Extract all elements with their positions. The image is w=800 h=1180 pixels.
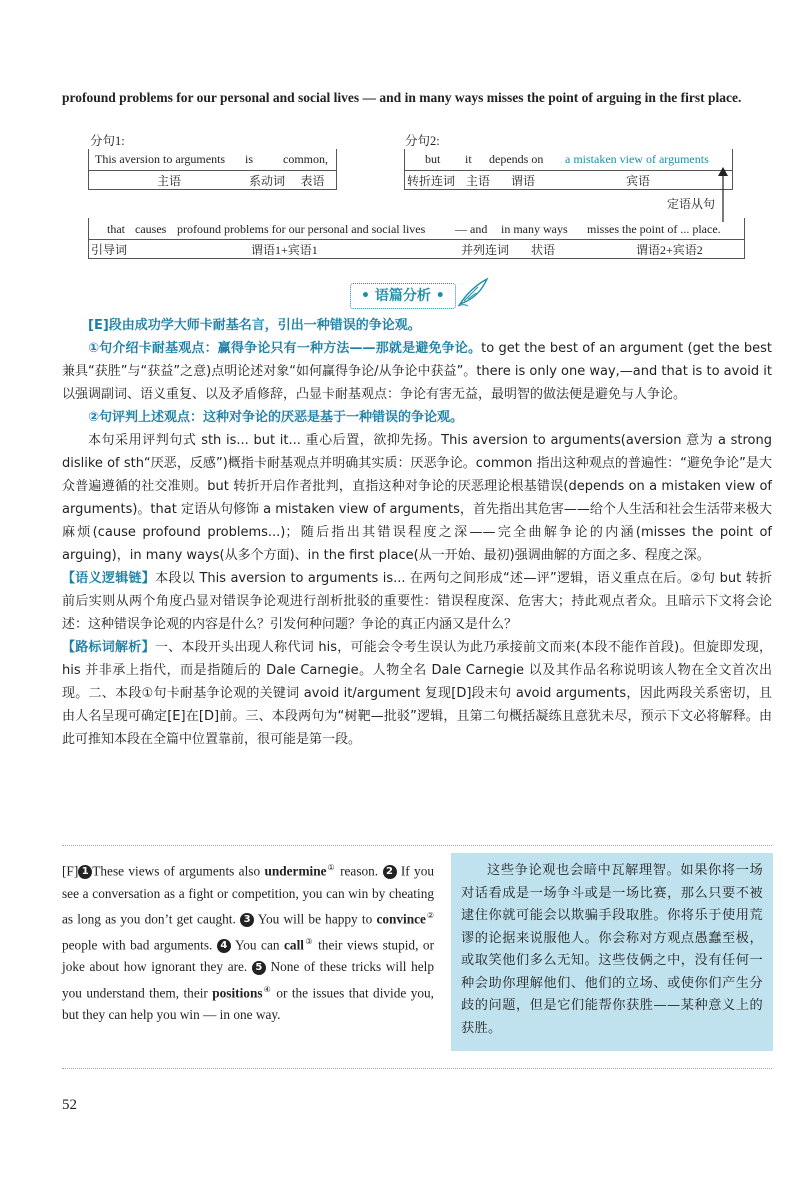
s2-verb-word: depends on bbox=[489, 152, 544, 166]
clause2-label: 分句2: bbox=[405, 134, 440, 148]
signpost-analysis bbox=[62, 636, 772, 751]
s2-object-role: 宾语 bbox=[625, 174, 650, 188]
sentence-number: 1 bbox=[78, 865, 92, 879]
section-heading: • 语篇分析 • bbox=[350, 283, 456, 309]
sentence-text: If you see a conversation as a fight or competition, you can win by cheating as long as you don’t get caught. bbox=[62, 863, 435, 927]
sentence-number: 5 bbox=[252, 961, 266, 975]
analysis-sentence2-head: ②句评判上述观点：这种对争论的厌恶是基于一种错误的争论观。 bbox=[88, 410, 464, 425]
s2-subject-word: it bbox=[465, 152, 472, 166]
sentence-number: 3 bbox=[240, 913, 254, 927]
translation-box bbox=[451, 853, 773, 1051]
sentence-text: their views stupid, or joke about how ignorant they are. bbox=[62, 937, 435, 975]
s3-verb2-word: misses the point of ... place. bbox=[587, 222, 721, 236]
sentence-text: reason. bbox=[335, 863, 379, 879]
sentence-text: people with bad arguments. bbox=[62, 937, 213, 953]
analysis-sentence2-body: 本句采用评判句式 sth is... but it... 重心后置，欲抑先扬。This aversion to arguments(aversion 意为 a strong dislike of sth“厌恶，反感”)概指卡耐基观点并明确其实质：厌恶争论。common 指出这种观点的普遍性：“避免争论”是大众普遍遵循的社交准则。but 转折开启作者批判，直指这种对争论的厌恶理论根基错误(depends on a mistaken view of arguments)。that 定语从句修饰 a mistaken view of arguments，首先指出其危害——给个人生活和社会生活带来极大麻烦(cause profound problems...)；随后指出其错误程度之深——完全曲解争论的内涵(misses the point of arguing)，in many ways(从多个方面)、in the first place(从一开始、最初)强调曲解的方面之多、程度之深。 bbox=[62, 433, 772, 563]
vocab-word: call bbox=[284, 937, 304, 953]
logic-chain-body: 本段以 This aversion to arguments is... 在两句之间形成“述—评”逻辑，语义重点在后。②句 but 转折前后实则从两个角度凸显对错误争论观进行剖析批驳的重要性：错误程度深、危害大；持此观点者众。且暗示下文将会论述：这种错误争论观的内容是什么？引发何种问题？争论的真正内涵又是什么？ bbox=[62, 571, 772, 632]
s3-verb1-role: 谓语1+宾语1 bbox=[251, 243, 318, 257]
clause1-box bbox=[88, 149, 337, 190]
s1-subject-word: This aversion to arguments bbox=[95, 152, 226, 166]
paragraph-f bbox=[62, 857, 434, 1027]
vocab-word: positions bbox=[212, 985, 263, 1001]
vocab-word: undermine bbox=[264, 863, 327, 879]
page-number: 52 bbox=[62, 1097, 77, 1113]
s1-predicative-word: common, bbox=[283, 152, 328, 166]
logic-chain-tag: 【语义逻辑链】 bbox=[62, 571, 156, 586]
analysis-sentence1-body: to get the best of an argument (get the best 兼具“获胜”与“获益”之意)点明论述对象“如何赢得争论/从争论中获益”。there is only one way,—and that is to avoid it 以强调副词、语义重复、以及矛盾修辞，凸显卡耐基观点：争论有害无益，最明智的做法便是避免与人争论。 bbox=[62, 341, 772, 402]
sentence-number: 2 bbox=[383, 865, 397, 879]
sentence-text: None of these tricks will help you understand them, their bbox=[62, 959, 435, 1001]
footnote-marker: ① bbox=[326, 863, 336, 872]
sentence-text: You can bbox=[230, 937, 285, 953]
footnote-marker: ④ bbox=[262, 984, 272, 994]
s2-verb-role: 谓语 bbox=[510, 174, 535, 188]
paragraph-label: [F] bbox=[62, 863, 79, 879]
intro-text: profound problems for our personal and social lives — and in many ways misses the point of arguing in the first place. bbox=[62, 90, 742, 105]
signpost-body: 一、本段开头出现人称代词 his，可能会令考生误认为此乃承接前文而来(本段不能作首段)。但旋即发现，his 并非承上指代，而是指随后的 Dale Carnegie。人物全名 Dale Carnegie 以及其作品名称说明该人物在全文首次出现。二、本段①句卡耐基争论观的关键词 avoid it/argument 复现[D]段末句 avoid arguments，因此两段关系密切，且由人名呈现可确定[E]在[D]前。三、本段两句为“树靶—批驳”逻辑，且第二句概括凝练且意犹未尽，预示下文必将解释。由此可推知本段在全篇中位置靠前，很可能是第一段。 bbox=[62, 640, 772, 747]
clause2-box bbox=[404, 149, 733, 190]
analysis-summary: [E]段由成功学大师卡耐基名言，引出一种错误的争论观。 bbox=[88, 318, 421, 333]
s3-conj-role: 并列连词 bbox=[461, 243, 510, 257]
divider-bottom bbox=[62, 1068, 772, 1069]
s3-conj-word: — and bbox=[455, 222, 488, 236]
arrow-up-icon bbox=[716, 166, 730, 222]
s2-object-word: a mistaken view of arguments bbox=[565, 152, 709, 166]
s1-predicative-role: 表语 bbox=[300, 174, 325, 188]
s1-verb-role: 系动词 bbox=[249, 174, 286, 188]
analysis-sentence1 bbox=[62, 337, 772, 406]
sentence-text: You will be happy to bbox=[254, 911, 377, 927]
sentence-text: These views of arguments also bbox=[92, 863, 265, 879]
s3-verb1-word: causes bbox=[135, 222, 167, 236]
signpost-tag: 【路标词解析】 bbox=[62, 640, 155, 655]
quill-icon bbox=[456, 277, 490, 307]
vocab-word: convince bbox=[376, 911, 426, 927]
s3-rel-word: that bbox=[107, 222, 125, 236]
analysis-block bbox=[62, 314, 772, 751]
logic-chain bbox=[62, 567, 772, 636]
analysis-sentence1-head: ①句介绍卡耐基观点：赢得争论只有一种方法——那就是避免争论。 bbox=[88, 341, 482, 356]
s3-rel-role: 引导词 bbox=[91, 243, 128, 257]
translation-text: 这些争论观也会暗中瓦解理智。如果你将一场对话看成是一场争斗或是一场比赛，那么只要不被逮住你就可能会以欺骗手段取胜。你将乐于使用荒谬的论据来说服他人。你会称对方观点愚蠢至极，或取笑他们多么无知。这些伎俩之中，没有任何一种会助你理解他们、他们的立场、或使你们产生分歧的问题，但是它们能帮你获胜——某种意义上的获胜。 bbox=[461, 863, 763, 1036]
s1-subject-role: 主语 bbox=[156, 174, 181, 188]
footnote-marker: ③ bbox=[303, 936, 314, 946]
clause3-box bbox=[88, 218, 745, 259]
s3-adverbial-word: in many ways bbox=[501, 222, 568, 236]
clause1-label: 分句1: bbox=[90, 134, 125, 148]
s3-verb2-role: 谓语2+宾语2 bbox=[636, 243, 703, 257]
s2-conj-role: 转折连词 bbox=[407, 174, 456, 188]
s3-adverbial-role: 状语 bbox=[531, 243, 556, 257]
footnote-marker: ② bbox=[425, 911, 435, 921]
sentence-text: or the issues that divide you, but they can help you win — in one way. bbox=[62, 985, 434, 1023]
sentence-number: 4 bbox=[217, 939, 231, 953]
s2-subject-role: 主语 bbox=[465, 174, 490, 188]
divider-top bbox=[62, 845, 772, 846]
s1-verb-word: is bbox=[245, 152, 254, 166]
s3-object1-word: profound problems for our personal and social lives bbox=[177, 222, 426, 236]
relative-clause-label: 定语从句 bbox=[667, 197, 716, 211]
s2-conj-word: but bbox=[425, 152, 441, 166]
